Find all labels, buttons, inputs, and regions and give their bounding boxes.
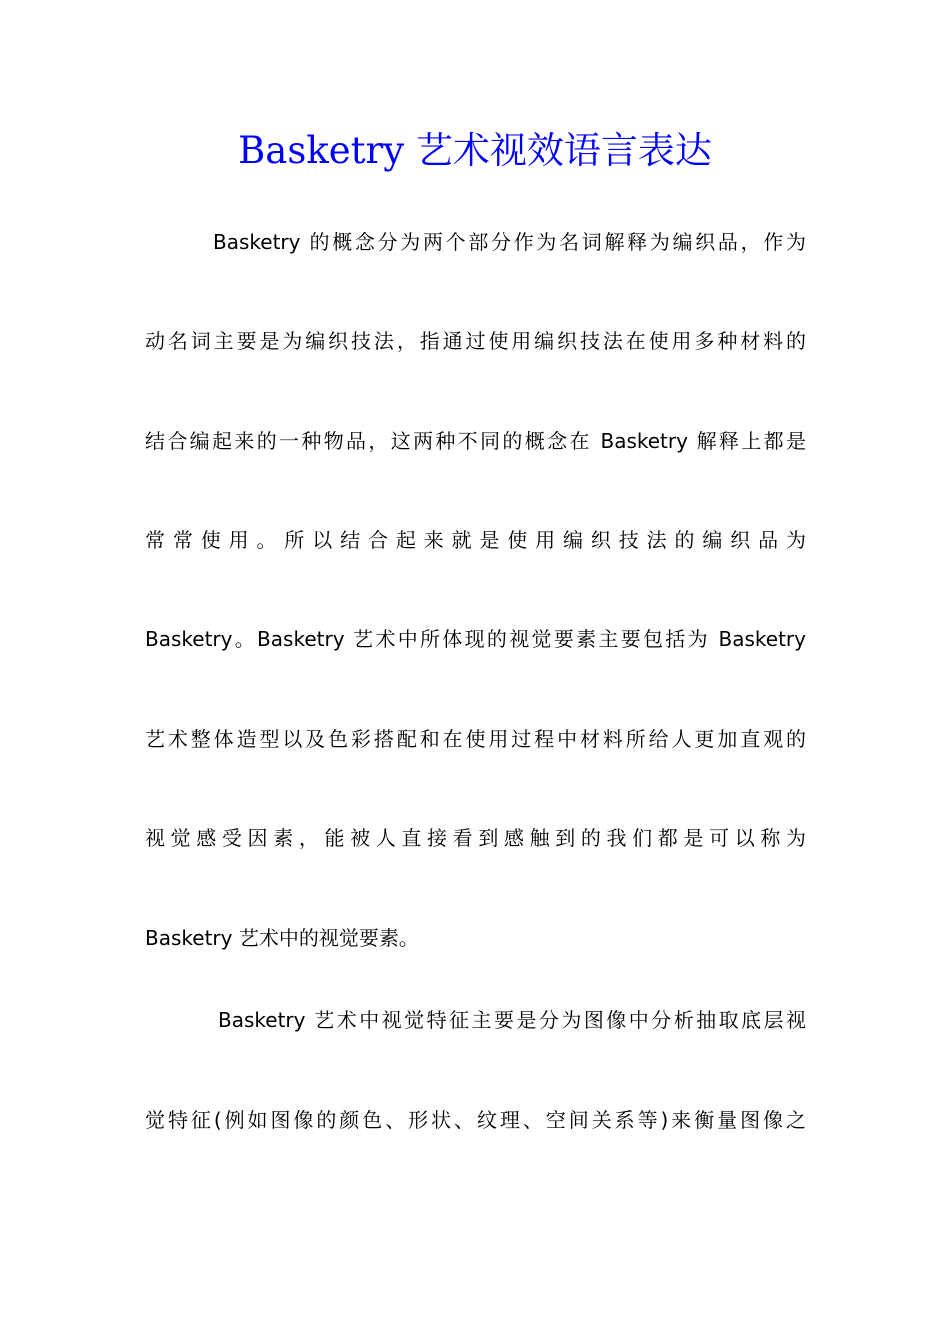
paragraph-line: 艺术整体造型以及色彩搭配和在使用过程中材料所给人更加直观的 <box>145 727 806 751</box>
paragraph-line: 觉特征(例如图像的颜色、形状、纹理、空间关系等)来衡量图像之 <box>145 1108 806 1132</box>
document-title: Basketry 艺术视效语言表达 <box>238 129 712 172</box>
paragraph-line: 结合编起来的一种物品，这两种不同的概念在 Basketry 解释上都是 <box>145 429 806 453</box>
paragraph-line: Basketry 的概念分为两个部分作为名词解释为编织品，作为 <box>213 230 806 254</box>
paragraph-line: Basketry 艺术中视觉特征主要是分为图像中分析抽取底层视 <box>218 1008 806 1032</box>
paragraph-line: 常常使用。所以结合起来就是使用编织技法的编织品为 <box>145 528 806 552</box>
paragraph-line: 视觉感受因素，能被人直接看到感触到的我们都是可以称为 <box>145 826 806 850</box>
paragraph-line: 动名词主要是为编织技法，指通过使用编织技法在使用多种材料的 <box>145 329 806 353</box>
paragraph-line: Basketry 艺术中的视觉要素。 <box>145 926 419 950</box>
paragraph-line: Basketry。Basketry 艺术中所体现的视觉要素主要包括为 Basketry <box>145 627 806 651</box>
